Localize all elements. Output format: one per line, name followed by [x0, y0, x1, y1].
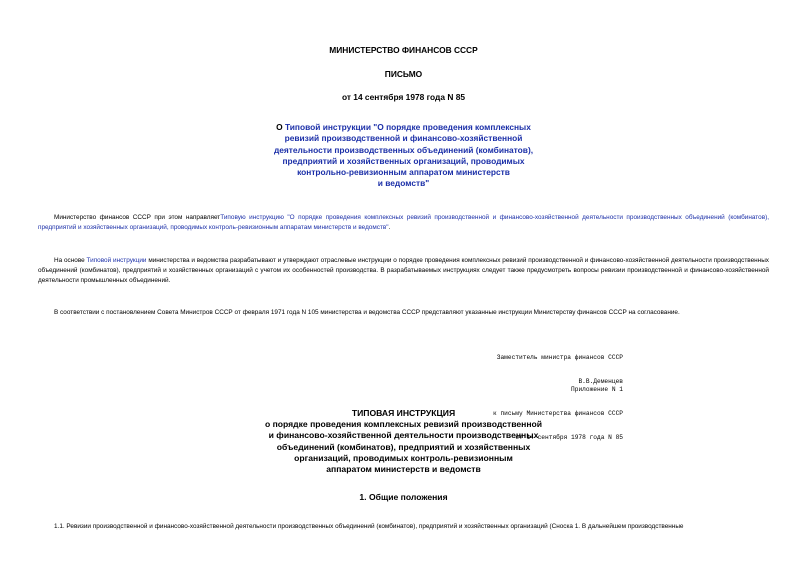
instruction-title-line: ТИПОВАЯ ИНСТРУКЦИЯ — [351, 408, 456, 418]
subject-prefix: О — [276, 122, 285, 132]
subject-link-line[interactable]: контрольно-ревизионным аппаратом министерств — [297, 167, 510, 178]
subject-link-line[interactable]: и ведомств" — [377, 178, 430, 189]
instruction-title-line: аппаратом министерств и ведомств — [326, 464, 481, 475]
instruction-title-line: организаций, проводимых контроль-ревизионным — [294, 452, 513, 463]
section-1-text: 1.1. Ревизии производственной и финансово-хозяйственной деятельности производственных объединений (комбинатов), предприятий и хозяйственных организаций (Сноска 1. В дальнейшем производственные — [54, 523, 684, 530]
appendix-date: от 14 сентября 1978 года N 85 — [515, 434, 623, 441]
document-type: ПИСЬМО — [384, 69, 423, 79]
paragraph-text: На основе — [54, 257, 87, 264]
document-subject — [0, 122, 807, 190]
instruction-title — [0, 408, 807, 475]
instruction-link[interactable]: Типовую инструкцию "О порядке проведения комплексных ревизий производственной и финансово-хозяйственной деятельности производственных объединений (комбинатов), предприятий и хозяйственных организаций, проводимых контроль-ревизионным аппаратам министерств и ведомств" — [38, 214, 769, 231]
paragraph-text: Министерство финансов СССР при этом направляет — [54, 214, 221, 221]
paragraph-2 — [38, 256, 769, 285]
instruction-link[interactable]: Типовой инструкции — [86, 257, 147, 264]
appendix-number: Приложение N 1 — [571, 386, 623, 393]
instruction-title-line: объединений (комбинатов), предприятий и хозяйственных — [276, 441, 531, 452]
subject-link-line[interactable]: предприятий и хозяйственных организаций, проводимых — [282, 155, 525, 166]
paragraph-text: . — [388, 223, 391, 231]
appendix-reference: к письму Министерства финансов СССР — [493, 410, 623, 417]
paragraph-3: В соответствии с постановлением Совета Министров СССР от февраля 1971 года N 105 министерства и ведомства СССР представляют указанные инструкции Министерству финансов СССР на согласование. — [54, 309, 680, 316]
signature-name: В.В.Деменцев — [578, 378, 623, 385]
paragraph-1 — [38, 213, 769, 233]
document-date: от 14 сентября 1978 года N 85 — [341, 92, 466, 102]
instruction-title-line: и финансово-хозяйственной деятельности производственных — [268, 430, 539, 441]
paragraph-text: министерства и ведомства разрабатывают и утверждают отраслевые инструкции о порядке проведения комплексных ревизий производственной и финансово-хозяйственной деятельности производственных объединений (комбинатов), предприятий и хозяйственных организаций с учетом их особенностей производства. В разрабатываемых инструкциях следует также предусмотреть вопросы ревизии производственной и финансово-хозяйственной деятельности промышленных объединений. — [38, 257, 769, 284]
section-heading: 1. Общие положения — [359, 492, 448, 502]
subject-link-line[interactable]: деятельности производственных объединений (комбинатов), — [273, 144, 534, 155]
ministry-heading: МИНИСТЕРСТВО ФИНАНСОВ СССР — [329, 45, 478, 55]
signature-position: Заместитель министра финансов СССР — [496, 354, 623, 361]
subject-link-line[interactable]: ревизий производственной и финансово-хозяйственной — [284, 133, 523, 144]
instruction-title-line: о порядке проведения комплексных ревизий производственной — [264, 419, 543, 430]
subject-link-line[interactable]: Типовой инструкции "О порядке проведения комплексных — [284, 122, 531, 132]
